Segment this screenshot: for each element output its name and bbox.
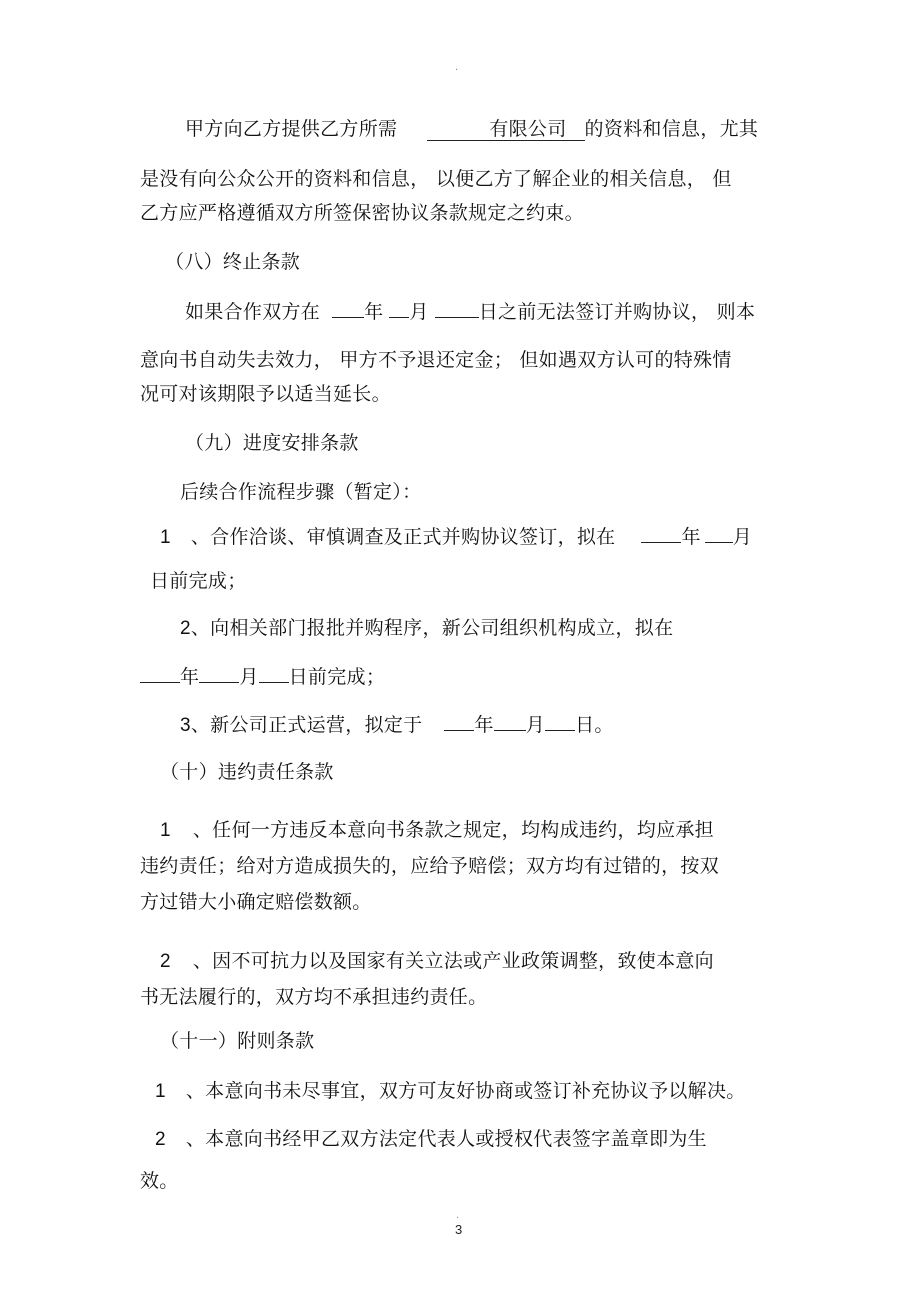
day-blank (259, 662, 289, 683)
section-10-item-2-line-1: 、因不可抗力以及国家有关立法或产业政策调整，致使本意向 (192, 950, 714, 972)
item-number: 2 (160, 951, 171, 972)
year-blank (140, 662, 180, 683)
section-11-item-1-text: 、本意向书未尽事宜，双方可友好协商或签订补充协议予以解决。 (185, 1080, 746, 1102)
year-blank (444, 710, 474, 731)
section-9-item-1 (160, 522, 752, 551)
day-blank (545, 710, 575, 731)
year-blank (641, 522, 681, 543)
year-label: 年 (474, 714, 494, 736)
section-11-item-2-line-1: 、本意向书经甲乙双方法定代表人或授权代表签字盖章即为生 (185, 1128, 707, 1150)
year-label: 年 (681, 526, 701, 548)
item-number: 1 (155, 1081, 166, 1102)
section-9-item-2 (180, 615, 673, 642)
month-blank (199, 662, 239, 683)
section-11-title: （十一）附则条款 (160, 1030, 315, 1052)
item-number: 1 (160, 820, 171, 841)
section-8-line-1-d: 日之前无法签订并购协议， 则本 (478, 301, 756, 323)
day-blank (435, 297, 479, 318)
item-number: 2 (180, 618, 191, 639)
section-9-item-1-text: 、合作洽谈、审慎调查及正式并购协议签订，拟在 (190, 526, 616, 548)
page-number: 3 (455, 1222, 463, 1237)
section-10-item-1-line-2: 违约责任；给对方造成损失的，应给予赔偿；双方均有过错的，按双 (140, 855, 720, 877)
section-11-item-1 (155, 1078, 746, 1105)
supply-line-1-prefix: 甲方向乙方提供乙方所需 (185, 118, 398, 140)
section-11-item-2 (155, 1126, 707, 1153)
item-number: 3 (180, 715, 191, 736)
header-dot: . (455, 62, 459, 73)
section-9-item-3-text: 、新公司正式运营，拟定于 (190, 714, 423, 736)
supply-line-1 (185, 116, 758, 142)
section-11-item-2-line-2: 效。 (140, 1170, 179, 1192)
year-label: 年 (180, 666, 200, 688)
section-10-item-1-line-1: 、任何一方违反本意向书条款之规定，均构成违约，均应承担 (192, 819, 714, 841)
footer-dot: . (456, 1210, 460, 1221)
item-number: 1 (160, 527, 171, 548)
section-10-item-2 (160, 948, 714, 975)
section-8-title: （八）终止条款 (165, 251, 301, 273)
section-10-item-2-line-2: 书无法履行的，双方均不承担违约责任。 (140, 986, 488, 1008)
section-9-item-2-text: 、向相关部门报批并购程序，新公司组织机构成立，拟在 (190, 617, 674, 639)
company-name-blank: 有限公司 (427, 118, 584, 141)
section-8-line-3: 况可对该期限予以适当延长。 (140, 383, 391, 405)
section-10-item-1-line-3: 方过错大小确定赔偿数额。 (140, 891, 372, 913)
month-label: 月 (409, 301, 429, 323)
year-blank (332, 297, 364, 318)
section-10-title: （十）违约责任条款 (160, 761, 334, 783)
month-label: 月 (239, 666, 259, 688)
section-9-intro: 后续合作流程步骤（暂定）： (180, 481, 422, 503)
month-blank (494, 710, 526, 731)
section-9-title: （九）进度安排条款 (185, 432, 359, 454)
section-8-line-1 (185, 297, 755, 325)
supply-line-1-suffix: 的资料和信息，尤其 (584, 118, 759, 140)
year-label: 年 (364, 301, 384, 323)
section-9-item-2-line-2 (140, 662, 385, 690)
section-9-item-1-line-2: 日前完成； (150, 570, 247, 592)
section-8-line-2: 意向书自动失去效力， 甲方不予退还定金； 但如遇双方认可的特殊情 (140, 349, 732, 371)
supply-line-2: 是没有向公众公开的资料和信息， 以便乙方了解企业的相关信息， 但 (140, 168, 732, 190)
month-label: 月 (732, 526, 753, 548)
section-8-line-1-a: 如果合作双方在 (185, 301, 321, 323)
section-9-item-2-day: 日前完成； (288, 666, 386, 688)
month-blank (705, 522, 733, 543)
supply-line-3: 乙方应严格遵循双方所签保密协议条款规定之约束。 (140, 202, 584, 224)
item-number: 2 (155, 1129, 166, 1150)
month-label: 月 (525, 714, 546, 736)
section-9-item-3-day: 日。 (575, 714, 614, 736)
section-9-item-3 (180, 710, 614, 739)
month-blank (389, 297, 409, 318)
section-10-item-1 (160, 817, 714, 844)
